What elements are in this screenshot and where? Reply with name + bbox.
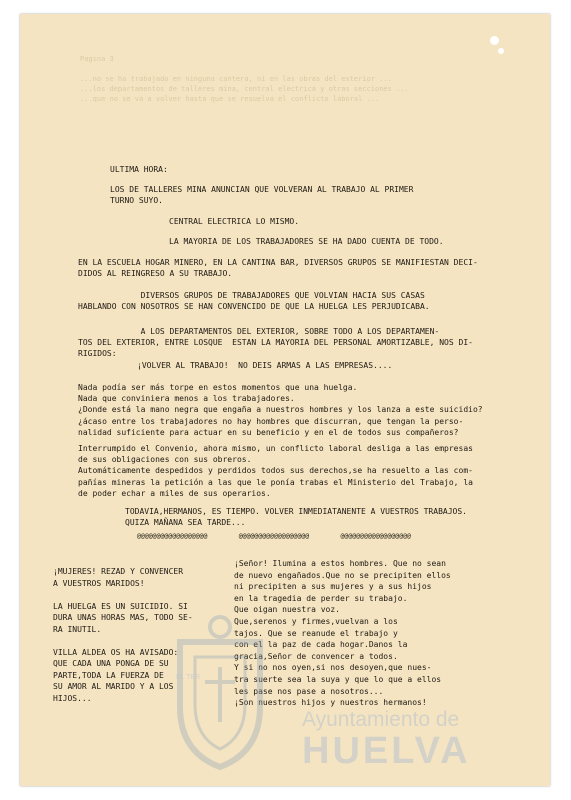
paragraph-grupos: DIVERSOS GRUPOS DE TRABAJADORES QUE VOLVIAN HACIA SUS CASAS HABLANDO CON NOSOTROS SE HAN CONVENCIDO DE QUE LA HUELGA LES PERJUDICABA.	[78, 291, 430, 312]
watermark-line-2: HUELVA	[302, 730, 471, 772]
paragraph-huelga-torpe: Nada podía ser más torpe en estos momentos que una huelga. Nada que conviniera menos a los trabajadores. ¿Donde está la mano negra que engaña a nuestros hombres y los lanza a este suicidio? ¿ácaso entre los trabajadores no hay hombres que discurran, que tengan la perso- nalidad suficiente para actuar en su beneficio y en el de todos sus compañeros?	[78, 383, 483, 437]
paragraph-convenio: Interrumpido el Convenio, ahora mismo, un conflicto laboral desliga a las empresas de sus obligaciones con sus obreros. Automáticamente despedidos y perdidos todos sus derechos,se ha resuelto a las com- pañías mineras la petición a las que le ponía trabas el Ministerio del Trabajo, la de poder echar a miles de sus operarios.	[78, 444, 473, 498]
bleed-through-text: Pagina 3 ...no se ha trabajado en ninguna cantera, ni en las obras del exterior ... ...los departamentos de talleres mina, central electrica y otras secciones ... ...que no se va a volver hasta que se resuelva el conflicto laboral ...	[80, 55, 409, 103]
paragraph-talleres-mina: LOS DE TALLERES MINA ANUNCIAN QUE VOLVERAN AL TRABAJO AL PRIMER TURNO SUYO.	[110, 185, 414, 206]
document-page	[20, 14, 550, 786]
paragraph-central-electrica: CENTRAL ELECTRICA LO MISMO.	[169, 217, 300, 226]
crest-watermark-icon	[160, 612, 280, 772]
paragraph-escuela-hogar: EN LA ESCUELA HOGAR MINERO, EN LA CANTINA BAR, DIVERSOS GRUPOS SE MANIFIESTAN DECI- DIDOS AL REINGRESO A SU TRABAJO.	[78, 258, 478, 279]
paragraph-volver-trabajo: ¡VOLVER AL TRABAJO! NO DEIS ARMAS A LAS EMPRESAS....	[137, 361, 393, 370]
punch-hole	[490, 36, 499, 45]
punch-hole	[498, 48, 504, 54]
watermark-line-1: Ayuntamiento de	[302, 708, 460, 731]
right-column-prayer: ¡Señor! Ilumina a estos hombres. Que no sean de nuevo engañados.Que no se precipiten ellos ni precipiten a sus mujeres y a sus hijos en la tragedia de perder su trabajo. Que oigan nuestra voz. Que,serenos y firmes,vuelvan a los tajos. Que se reanude el trabajo y con el la paz de cada hogar.Danos la gracia,Señor de convencer a todos. Y si no nos oyen,si nos desoyen,que nues- tra suerte sea la suya y que lo que a ellos les pase nos pase a nosotros... ¡Son nuestros hijos y nuestros hermanos!	[234, 559, 451, 708]
paragraph-departamentos: A LOS DEPARTAMENTOS DEL EXTERIOR, SOBRE TODO A LOS DEPARTAMEN- TOS DEL EXTERIOR, ENTRE LOSQUE ESTAN LA MAYORIA DEL PERSONAL AMORTIZABLE, NOS DI- RIGIDOS:	[78, 327, 473, 359]
paragraph-todavia: TODAVIA,HERMANOS, ES TIEMPO. VOLVER INMEDIATANENTE A VUESTROS TRABAJOS. QUIZA MAÑANA SEA TARDE...	[125, 507, 467, 528]
separator-line: @@@@@@@@@@@@@@@@@@ @@@@@@@@@@@@@@@@@@ @@@@@@@@@@@@@@@@@@	[137, 532, 411, 540]
crest-watermark-text: EL TER	[176, 674, 201, 681]
heading-ultima-hora: ULTIMA HORA:	[110, 165, 168, 174]
paragraph-mayoria: LA MAYORIA DE LOS TRABAJADORES SE HA DADO CUENTA DE TODO.	[169, 237, 444, 246]
left-column-mujeres: ¡MUJERES! REZAD Y CONVENCER A VUESTROS MARIDOS! LA HUELGA ES UN SUICIDIO. SI DURA UNAS HORAS MAS, TODO SE- RA INUTIL. VILLA ALDEA OS HA AVISADO: QUE CADA UNA PONGA DE SU PARTE,TODA LA FUERZA DE SU AMOR AL MARIDO Y A LOS HIJOS...	[53, 567, 193, 703]
